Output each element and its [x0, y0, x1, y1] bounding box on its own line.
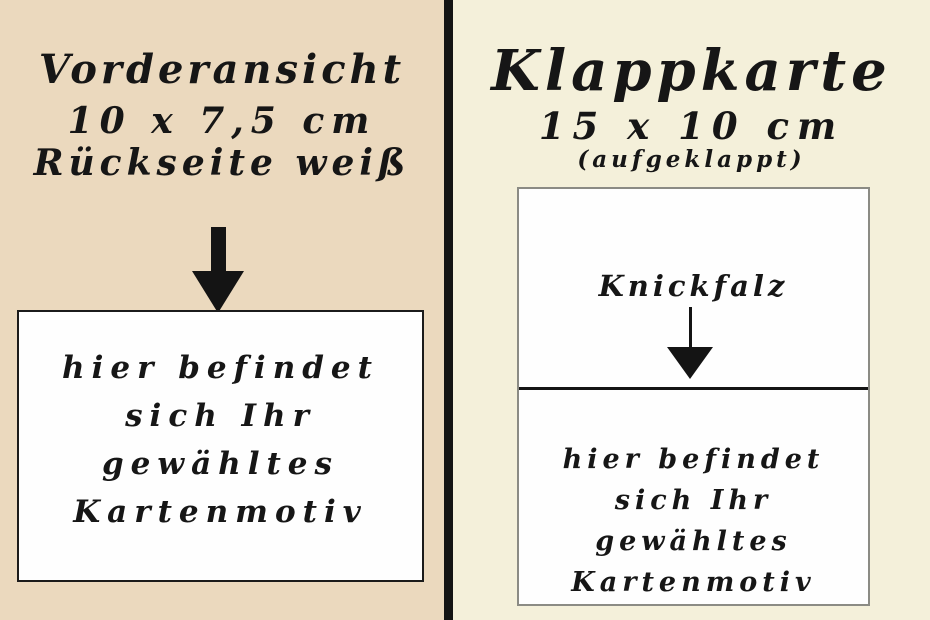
motif-line: sich Ihr: [614, 485, 773, 516]
arrow-shaft: [211, 227, 226, 273]
fold-card-size: 15 x 10 cm: [538, 104, 845, 148]
arrow-shaft: [689, 307, 692, 349]
front-view-panel: [0, 0, 444, 620]
motif-line: gewähltes: [595, 526, 792, 557]
down-arrow-icon: [192, 227, 244, 313]
fold-card-placeholder: [517, 187, 870, 606]
motif-line: hier befindet: [562, 444, 825, 475]
motif-line: Kartenmotiv: [73, 494, 368, 530]
motif-line: sich Ihr: [125, 398, 316, 434]
fold-label: Knickfalz: [598, 269, 789, 303]
front-view-title: Vorderansicht: [38, 46, 406, 93]
arrow-head: [192, 271, 244, 313]
motif-line: Kartenmotiv: [571, 567, 816, 598]
front-card-placeholder: [17, 310, 424, 582]
front-view-size: 10 x 7,5 cm: [67, 100, 377, 142]
fold-card-panel: [453, 0, 930, 620]
panel-divider: [444, 0, 453, 620]
thin-down-arrow-icon: [667, 307, 713, 379]
front-view-back-note: Rückseite weiß: [33, 142, 411, 184]
arrow-head: [667, 347, 713, 379]
motif-line: hier befindet: [62, 350, 379, 386]
fold-card-note: (aufgeklappt): [577, 146, 806, 173]
fold-card-title: Klappkarte: [491, 38, 892, 104]
fold-crease-line: [519, 387, 868, 390]
motif-line: gewähltes: [102, 446, 339, 482]
